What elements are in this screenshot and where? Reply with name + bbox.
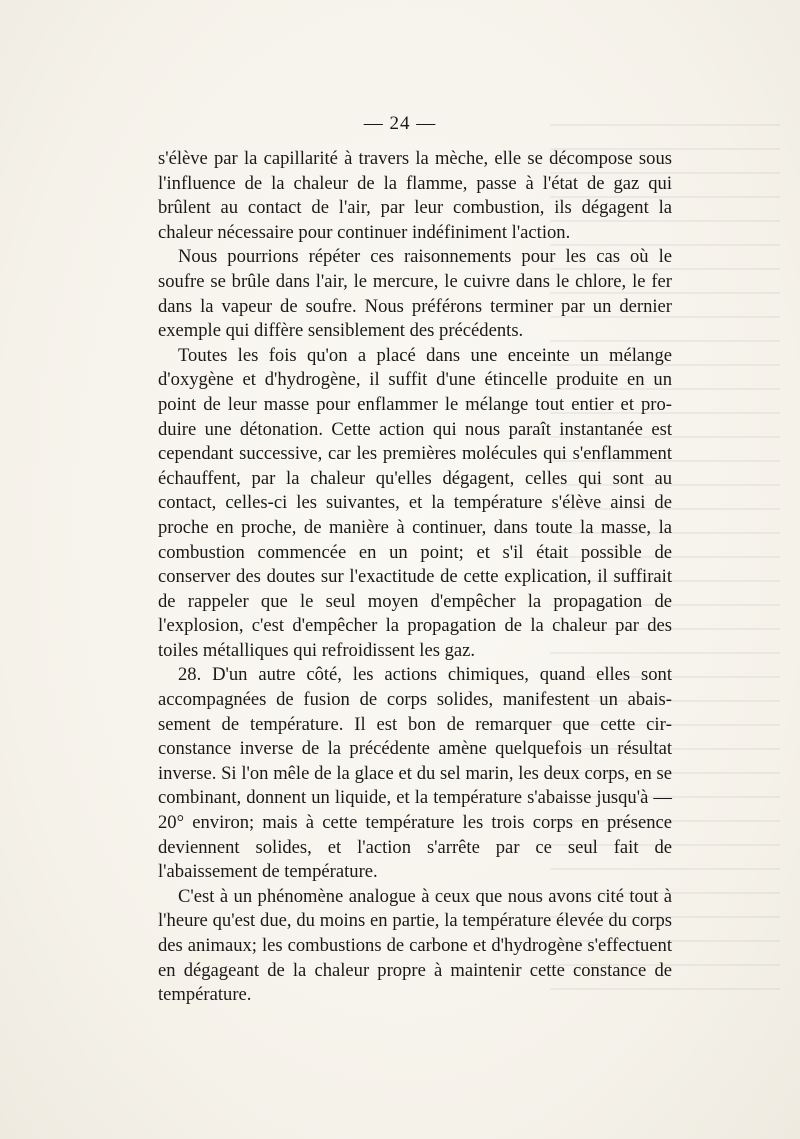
page-number: — 24 — xyxy=(363,113,437,134)
paragraph-continuation: s'élève par la capillarité à travers la mèche, elle se décompose sous l'influence de la chaleur de la flamme, passe à l'état de gaz qui brûlent au contact de l'air, par leur combustion, ils dégagent la chaleur nécessaire pour continuer indéfiniment l'action. xyxy=(158,148,672,243)
paragraph-sulfur-example: Nous pourrions répéter ces raisonnements pour les cas où le soufre se brûle dans l'air, le mercure, le cuivre dans le chlore, le fer dans la vapeur de soufre. Nous préférons terminer par un dernier exemple qui diffère sensiblement des précédents. xyxy=(158,246,672,342)
body-text xyxy=(158,147,672,1008)
paragraph-animal-heat: C'est à un phénomène analogue à ceux que nous avons cité tout à l'heure qu'est due, du moins en partie, la température élevée du corps des animaux; les combustions de carbone et d'hydrogène s'effectuent en dégageant de la chaleur propre à maintenir cette constance de température. xyxy=(158,885,672,1006)
paragraph-oxygen-hydrogen: Toutes les fois qu'on a placé dans une enceinte un mélange d'oxygène et d'hydrogène, il suffit d'une étincelle produite en un point de leur masse pour enflammer le mélange tout entier et produire une détonation. Cette action qui nous paraît instantanée est cependant successive, car les premières molécules qui s'enflamment échauffent, par la chaleur qu'elles dégagent, celles qui sont au contact, celles-ci les suivantes, et la température s'élève ainsi de proche en proche, de manière à continuer, dans toute la masse, la combustion commencée en un point; et s'il était possible de conserver des doutes sur l'exactitude de cette explication, il suffirait de rappeler que le seul moyen d'empêcher la propagation de l'explosion, c'est d'empêcher la propagation de la chaleur par des toiles métalliques qui refroidissent les gaz. xyxy=(158,344,672,661)
paragraph-28-fusion: 28. D'un autre côté, les actions chimiques, quand elles sont accompagnées de fusion de corps solides, manifestent un abaissement de température. Il est bon de remarquer que cette circonstance inverse de la précédente amène quelquefois un résultat inverse. Si l'on mêle de la glace et du sel marin, les deux corps, en se combinant, donnent un liquide, et la température s'abaisse jusqu'à — 20° environ; mais à cette température les trois corps en présence deviennent solides, et l'action s'arrête par ce seul fait de l'abaissement de température. xyxy=(158,664,672,883)
